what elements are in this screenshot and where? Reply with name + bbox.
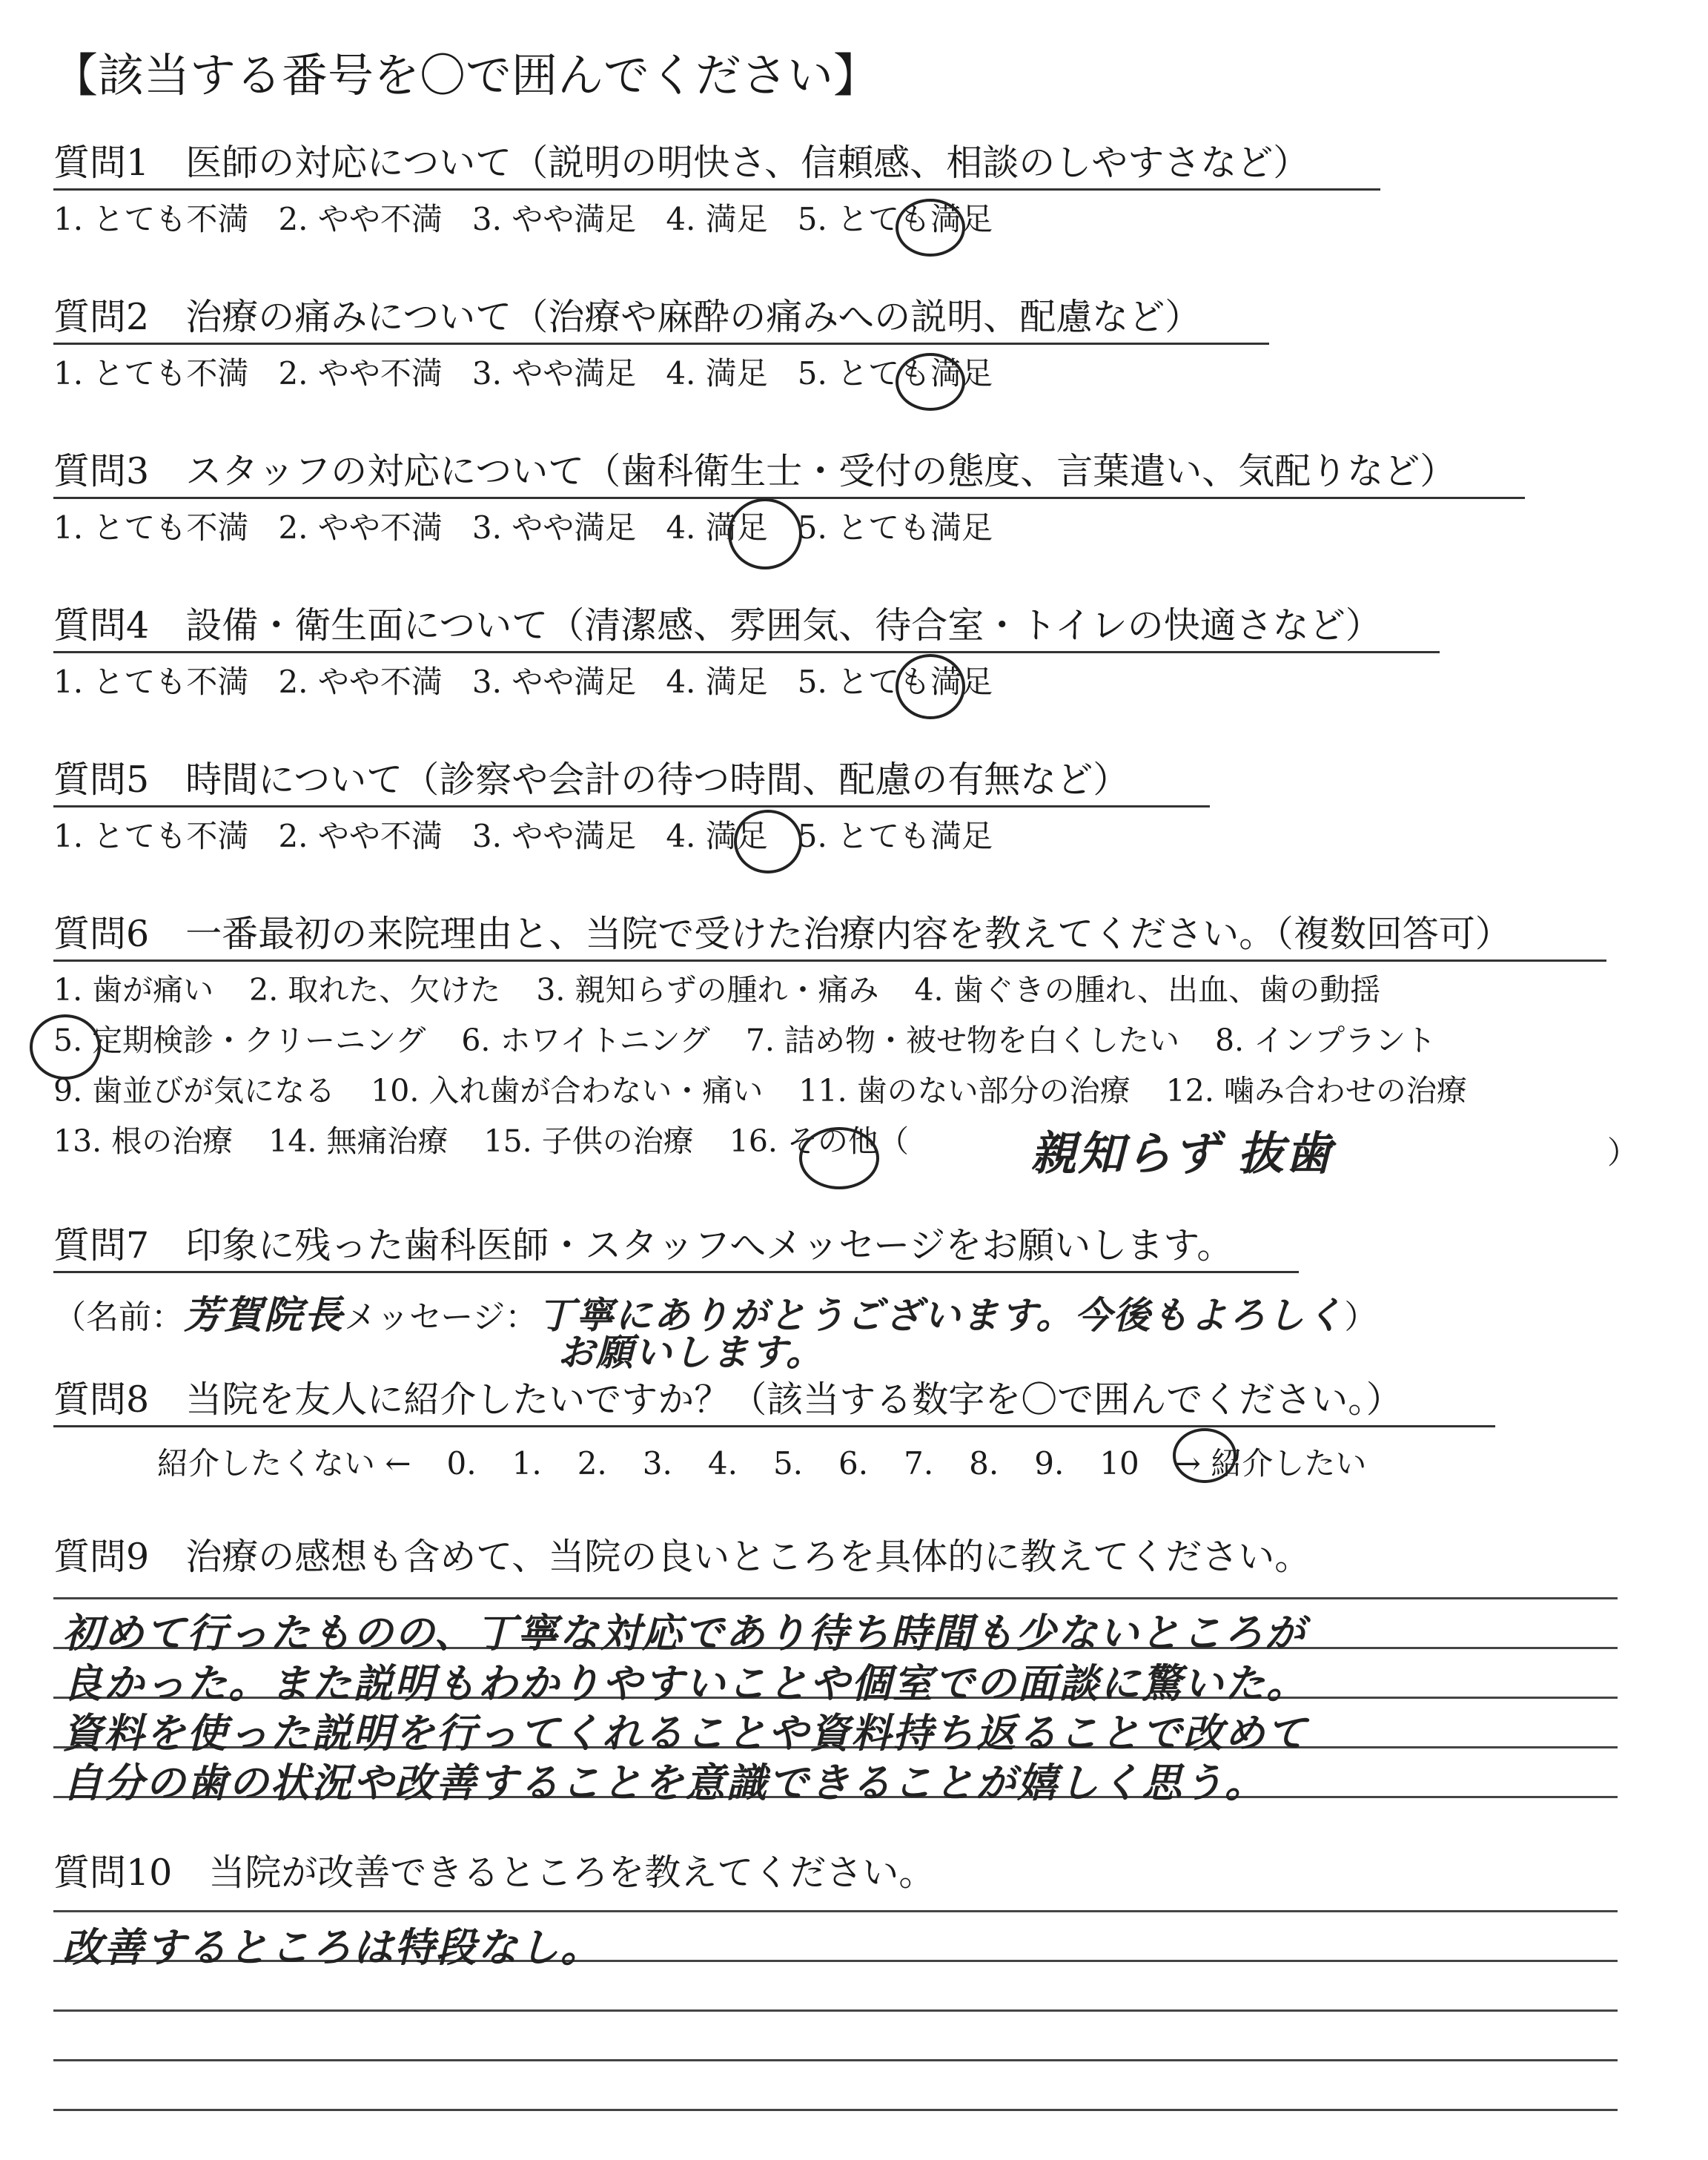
- treatment-option[interactable]: 14. 無痛治療: [268, 1123, 448, 1160]
- option-5[interactable]: 5. とても満足: [797, 664, 993, 701]
- name-value: 芳賀院長: [184, 1293, 345, 1338]
- option-1[interactable]: 1. とても不満: [53, 509, 249, 546]
- selection-circle: [1173, 1428, 1237, 1483]
- option-2[interactable]: 2. やや不満: [278, 355, 443, 392]
- question-label: 質問9: [53, 1536, 150, 1578]
- page-title: 【該当する番号を〇で囲んでください】: [52, 48, 880, 102]
- question-label: 質問5: [53, 759, 150, 801]
- treatment-options-row-1: [53, 968, 1625, 1012]
- question-text: スタッフの対応について（歯科衛生士・受付の態度、言葉遣い、気配りなど）: [185, 450, 1457, 492]
- message-value: 丁寧にありがとうございます。今後もよろしく: [537, 1294, 1345, 1338]
- selection-circle: [30, 1014, 101, 1080]
- option-2[interactable]: 2. やや不満: [278, 509, 443, 546]
- option-4[interactable]: 4. 満足: [666, 201, 768, 238]
- message-value-line-2: お願いします。: [557, 1331, 824, 1374]
- question-text: 印象に残った歯科医師・スタッフへメッセージをお願いします。: [185, 1224, 1234, 1266]
- option-3[interactable]: 3. やや満足: [471, 509, 637, 546]
- treatment-option[interactable]: 3. 親知らずの腫れ・痛み: [536, 972, 879, 1008]
- selection-circle: [896, 654, 965, 719]
- treatment-option[interactable]: 8. インプラント: [1214, 1023, 1437, 1059]
- option-3[interactable]: 3. やや満足: [471, 355, 637, 392]
- question-text: 時間について（診察や会計の待つ時間、配慮の有無など）: [185, 759, 1130, 801]
- answer-lines: [53, 1863, 1618, 2111]
- question-label: 質問6: [53, 913, 150, 955]
- scale-option[interactable]: 7.: [904, 1445, 934, 1482]
- question-text: 医師の対応について（説明の明快さ、信頼感、相談のしやすさなど）: [185, 142, 1310, 184]
- option-1[interactable]: 1. とても不満: [53, 818, 249, 855]
- question-text: 治療の痛みについて（治療や麻酔の痛みへの説明、配慮など）: [185, 296, 1202, 338]
- divider: [53, 960, 1606, 962]
- q9-answer-line-1: 初めて行ったものの、丁寧な対応であり待ち時間も少ないところが: [62, 1610, 1306, 1657]
- option-2[interactable]: 2. やや不満: [278, 664, 443, 701]
- question-text: 治療の感想も含めて、当院の良いところを具体的に教えてください。: [185, 1536, 1311, 1578]
- question-7: [53, 1225, 1625, 1339]
- answer-line: [53, 1910, 1618, 1912]
- question-5: [53, 759, 1625, 856]
- selection-circle: [728, 498, 802, 569]
- message-close-paren: ）: [1344, 1298, 1377, 1337]
- question-6: [53, 914, 1625, 1163]
- rating-options: [53, 355, 1625, 392]
- question-text: 当院を友人に紹介したいですか？（該当する数字を〇で囲んでください。）: [185, 1378, 1403, 1421]
- question-text: 当院が改善できるところを教えてください。: [208, 1852, 936, 1894]
- question-label: 質問4: [53, 604, 150, 647]
- treatment-options-row-2: [53, 1018, 1625, 1063]
- question-text: 一番最初の来院理由と、当院で受けた治療内容を教えてください。（複数回答可）: [185, 913, 1512, 955]
- question-4: [53, 605, 1625, 701]
- scale-option[interactable]: 9.: [1034, 1445, 1065, 1482]
- option-1[interactable]: 1. とても不満: [53, 201, 249, 238]
- treatment-options-row-3: [53, 1069, 1625, 1113]
- option-5[interactable]: 5. とても満足: [797, 355, 993, 392]
- scale-left-label: 紹介したくない ←: [157, 1445, 411, 1482]
- divider: [53, 1425, 1495, 1427]
- answer-line: [53, 2109, 1618, 2111]
- selection-circle: [799, 1127, 879, 1189]
- question-label: 質問2: [53, 296, 150, 338]
- question-label: 質問7: [53, 1224, 150, 1266]
- scale-option[interactable]: 5.: [772, 1445, 804, 1482]
- other-answer: 親知らず 抜歯: [1030, 1126, 1333, 1180]
- selection-circle: [734, 810, 802, 873]
- option-4[interactable]: 4. 満足: [666, 355, 768, 392]
- q9-answer-line-2: 良かった。また説明もわかりやすいことや個室での面談に驚いた。: [62, 1660, 1308, 1707]
- treatment-option[interactable]: 10. 入れ歯が合わない・痛い: [371, 1073, 764, 1109]
- question-label: 質問8: [53, 1378, 150, 1421]
- scale-option[interactable]: 2.: [577, 1445, 607, 1482]
- option-5[interactable]: 5. とても満足: [797, 201, 993, 238]
- scale-right-label: → 紹介したい: [1174, 1445, 1367, 1482]
- option-5[interactable]: 5. とても満足: [797, 818, 993, 855]
- treatment-option[interactable]: 16. その他（: [729, 1123, 909, 1160]
- message-line: [53, 1284, 1625, 1339]
- option-5[interactable]: 5. とても満足: [797, 509, 993, 546]
- selection-circle: [896, 353, 965, 411]
- option-3[interactable]: 3. やや満足: [471, 818, 637, 855]
- treatment-option[interactable]: 6. ホワイトニング: [461, 1023, 710, 1059]
- answer-line: [53, 2059, 1618, 2061]
- other-close-paren: ）: [1607, 1135, 1639, 1171]
- scale-option[interactable]: 1.: [512, 1445, 542, 1482]
- scale-option[interactable]: 4.: [707, 1445, 738, 1482]
- option-4[interactable]: 4. 満足: [666, 664, 768, 701]
- treatment-option[interactable]: 12. 噛み合わせの治療: [1165, 1073, 1467, 1109]
- divider: [53, 805, 1210, 807]
- divider: [53, 651, 1440, 653]
- question-2: [53, 297, 1625, 393]
- option-2[interactable]: 2. やや不満: [278, 818, 443, 855]
- rating-options: [53, 509, 1625, 546]
- treatment-option[interactable]: 2. 取れた、欠けた: [249, 972, 501, 1008]
- treatment-option[interactable]: 13. 根の治療: [53, 1123, 234, 1160]
- rating-options: [53, 201, 1625, 238]
- option-2[interactable]: 2. やや不満: [278, 201, 443, 238]
- option-3[interactable]: 3. やや満足: [471, 201, 637, 238]
- scale-option[interactable]: 0.: [446, 1445, 477, 1482]
- question-label: 質問10: [53, 1852, 173, 1894]
- q9-answer-line-4: 自分の歯の状況や改善することを意識できることが嬉しく思う。: [62, 1760, 1266, 1806]
- scale-option[interactable]: 6.: [838, 1445, 869, 1482]
- answer-line: [53, 2009, 1618, 2012]
- scale-option[interactable]: 8.: [969, 1445, 999, 1482]
- treatment-option[interactable]: 15. 子供の治療: [483, 1123, 694, 1160]
- divider: [53, 497, 1525, 499]
- option-4[interactable]: 4. 満足: [666, 818, 768, 855]
- question-text: 設備・衛生面について（清潔感、雰囲気、待合室・トイレの快適さなど）: [185, 604, 1382, 647]
- treatment-option[interactable]: 11. 歯のない部分の治療: [798, 1073, 1131, 1109]
- rating-options: [53, 818, 1625, 855]
- question-3: [53, 451, 1625, 547]
- divider: [53, 188, 1380, 191]
- option-3[interactable]: 3. やや満足: [471, 664, 637, 701]
- divider: [53, 343, 1269, 345]
- q10-answer-line-1: 改善するところは特段なし。: [62, 1924, 602, 1971]
- scale-option[interactable]: 10: [1099, 1445, 1139, 1482]
- question-label: 質問1: [53, 142, 150, 184]
- scale-option[interactable]: 3.: [642, 1445, 672, 1482]
- q9-answer-line-3: 資料を使った説明を行ってくれることや資料持ち返ることで改めて: [62, 1710, 1308, 1757]
- treatment-option[interactable]: 9. 歯並びが気になる: [53, 1073, 336, 1109]
- option-1[interactable]: 1. とても不満: [53, 664, 249, 701]
- treatment-option[interactable]: 4. 歯ぐきの腫れ、出血、歯の動揺: [914, 972, 1381, 1008]
- option-4[interactable]: 4. 満足: [666, 509, 768, 546]
- question-1: [53, 142, 1625, 239]
- treatment-option[interactable]: 1. 歯が痛い: [53, 972, 214, 1008]
- treatment-option[interactable]: 7. 詰め物・被せ物を白くしたい: [745, 1023, 1179, 1059]
- message-label: メッセージ：: [344, 1298, 538, 1337]
- selection-circle: [896, 199, 965, 257]
- rating-options: [53, 664, 1625, 701]
- divider: [53, 1271, 1299, 1273]
- treatment-option[interactable]: 5. 定期検診・クリーニング: [53, 1023, 426, 1059]
- answer-line: [53, 1597, 1618, 1599]
- option-1[interactable]: 1. とても不満: [53, 355, 249, 392]
- name-label: （名前：: [53, 1298, 184, 1337]
- question-label: 質問3: [53, 450, 150, 492]
- recommend-scale: [53, 1439, 1625, 1484]
- question-8: [53, 1379, 1625, 1484]
